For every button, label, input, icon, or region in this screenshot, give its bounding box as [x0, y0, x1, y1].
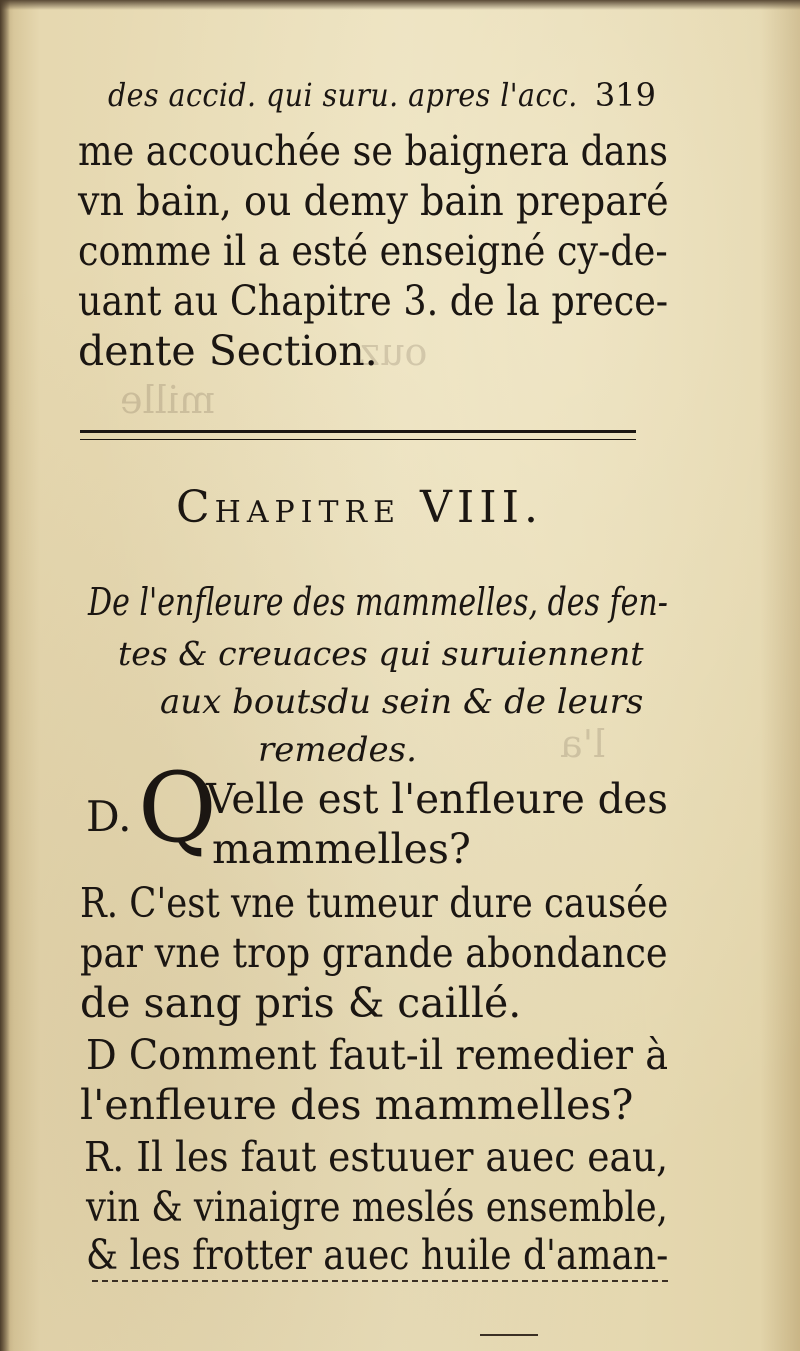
chapter-heading	[176, 482, 543, 533]
show-through-text: mille	[120, 378, 215, 422]
running-head-title: des accid. qui suru. apres l'acc.	[108, 76, 578, 114]
text-line: Velle est l'enfleure des	[206, 775, 668, 823]
page-bottom-rule	[92, 1280, 668, 1282]
text-line: de sang pris & caillé.	[80, 979, 522, 1027]
show-through-text: l'a	[560, 722, 606, 766]
running-head	[108, 76, 656, 120]
text-line: R. Il les faut estuuer auec eau,	[84, 1133, 669, 1181]
page-shadow-left	[0, 0, 10, 1351]
subtitle-line: De l'enfleure des mammelles, des fen-	[88, 580, 668, 624]
show-through-text: ouz	[360, 330, 428, 374]
subtitle-line: aux boutsdu sein & de leurs	[160, 682, 644, 722]
text-line: mammelles?	[212, 825, 471, 873]
speaker-label: D.	[86, 792, 132, 841]
text-line: R. C'est vne tumeur dure causée	[80, 879, 669, 927]
text-line: uant au Chapitre 3. de la prece-	[78, 277, 669, 325]
drop-cap-letter: Q	[138, 752, 217, 864]
subtitle-line: tes & creuaces qui suruiennent	[118, 634, 644, 673]
chapter-heading-initial: C	[176, 482, 215, 533]
text-line: dente Section.	[78, 327, 378, 375]
chapter-divider-rule	[80, 430, 636, 440]
text-line: comme il a esté enseigné cy-de-	[78, 227, 668, 275]
subtitle-line: remedes.	[258, 730, 417, 770]
text-line: & les frotter auec huile d'aman-	[86, 1231, 669, 1279]
text-line: D Comment faut-il remedier à	[86, 1031, 669, 1079]
text-line: vin & vinaigre meslés ensemble,	[86, 1183, 668, 1231]
text-line: l'enfleure des mammelles?	[80, 1081, 634, 1129]
text-line: vn bain, ou demy bain preparé	[78, 177, 669, 225]
text-line: me accouchée se baignera dans	[78, 127, 668, 175]
page-number: 319	[594, 76, 656, 114]
catchword-rule	[480, 1334, 538, 1336]
text-line: par vne trop grande abondance	[80, 929, 668, 977]
page-shadow-top	[0, 0, 800, 10]
chapter-heading-numeral: VIII.	[420, 482, 543, 533]
chapter-heading-word: HAPITRE	[214, 495, 402, 530]
